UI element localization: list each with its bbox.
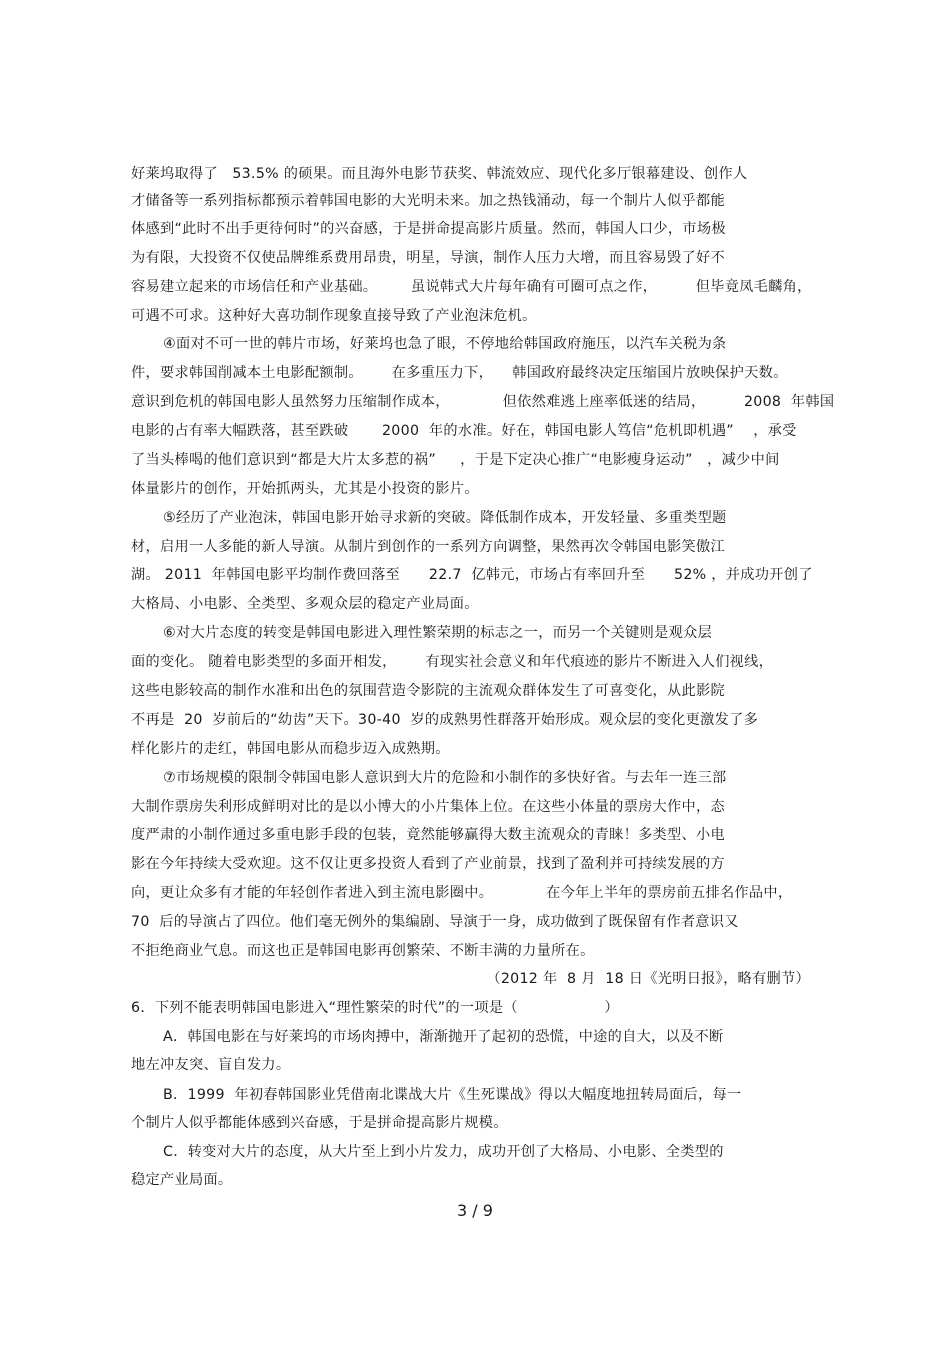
text-line: 样化影片的走红，韩国电影从而稳步迈入成熟期。 <box>131 741 450 757</box>
option-a: A．韩国电影在与好莱坞的市场肉搏中，渐渐抛开了起初的恐慌，中途的自大，以及不断 <box>163 1029 724 1045</box>
option-a-cont: 地左冲友突、盲自发力。 <box>131 1057 291 1073</box>
text-line: 件，要求韩国削减本土电影配额制。 在多重压力下， 韩国政府最终决定压缩国片放映保护天数。 <box>131 365 788 381</box>
text-line: 大制作票房失利形成鲜明对比的是以小博大的小片集体上位。在这些小体量的票房大作中，态 <box>131 799 725 815</box>
text-line: 体感到“此时不出手更待何时”的兴奋感，于是拼命提高影片质量。然而，韩国人口少，市场极 <box>131 221 726 237</box>
text-line: ⑥对大片态度的转变是韩国电影进入理性繁荣期的标志之一，而另一个关键则是观众层 <box>163 625 713 641</box>
text-line: 体量影片的创作，开始抓两头，尤其是小投资的影片。 <box>131 481 479 497</box>
text-line: 好莱坞取得了 53.5% 的硕果。而且海外电影节获奖、韩流效应、现代化多厅银幕建设、创作人 <box>131 166 748 182</box>
text-line: 可遇不可求。这种好大喜功制作现象直接导致了产业泡沫危机。 <box>131 308 537 324</box>
text-line: 面的变化。 随着电影类型的多面开相发， 有现实社会意义和年代痕迹的影片不断进入人们视线， <box>131 654 774 670</box>
option-b: B．1999 年初春韩国影业凭借南北谍战大片《生死谍战》得以大幅度地扭转局面后，每一 <box>163 1087 742 1103</box>
text-line: ⑤经历了产业泡沫，韩国电影开始寻求新的突破。降低制作成本，开发轻量、多重类型题 <box>163 510 727 526</box>
text-line: 才储备等一系列指标都预示着韩国电影的大光明未来。加之热钱涌动，每一个制片人似乎都能 <box>131 193 725 209</box>
text-line: 不再是 20 岁前后的“幼齿”天下。30-40 岁的成熟男性群落开始形成。观众层的变化更激发了多 <box>131 712 759 728</box>
text-line: ⑦市场规模的限制令韩国电影人意识到大片的危险和小制作的多快好省。与去年一连三部 <box>163 770 727 786</box>
text-line: 湖。 2011 年韩国电影平均制作费回落至 22.7 亿韩元，市场占有率回升至 52% ，并成功开创了 <box>131 567 813 583</box>
text-line: 70 后的导演占了四位。他们毫无例外的集编剧、导演于一身，成功做到了既保留有作者意识又 <box>131 914 739 930</box>
text-line: 度严肃的小制作通过多重电影手段的包装，竟然能够赢得大数主流观众的青睐！多类型、小电 <box>131 827 725 843</box>
text-line: 电影的占有率大幅跌落，甚至跌破 2000 年的水准。好在，韩国电影人笃信“危机即机遇” ，承受 <box>131 423 797 439</box>
option-c-cont: 稳定产业局面。 <box>131 1172 233 1188</box>
text-line: 材，启用一人多能的新人导演。从制片到创作的一系列方向调整，果然再次令韩国电影笑傲江 <box>131 539 725 555</box>
text-line: 大格局、小电影、全类型、多观众层的稳定产业局面。 <box>131 596 479 612</box>
option-c: C．转变对大片的态度，从大片至上到小片发力，成功开创了大格局、小电影、全类型的 <box>163 1144 724 1160</box>
text-line: 向，更让众多有才能的年轻创作者进入到主流电影圈中。 在今年上半年的票房前五排名作品中， <box>131 885 793 901</box>
text-line: ④面对不可一世的韩片市场，好莱坞也急了眼，不停地给韩国政府施压，以汽车关税为条 <box>163 336 727 352</box>
question-stem: 6．下列不能表明韩国电影进入“理性繁荣的时代”的一项是（ ） <box>131 1000 619 1016</box>
text-line: 意识到危机的韩国电影人虽然努力压缩制作成本， 但依然难逃上座率低迷的结局， 2008 年韩国 <box>131 394 835 410</box>
option-b-cont: 个制片人似乎都能体感到兴奋感，于是拼命提高影片规模。 <box>131 1115 508 1131</box>
page-number: 3 / 9 <box>457 1201 493 1220</box>
text-line: 了当头棒喝的他们意识到“都是大片太多惹的祸” ，于是下定决心推广“电影瘦身运动” ，减少中间 <box>131 452 780 468</box>
text-line: 为有限，大投资不仅使品牌维系费用昂贵，明星，导演，制作人压力大增，而且容易毁了好不 <box>131 250 725 266</box>
source-citation: （2012 年 8 月 18 日《光明日报》，略有删节） <box>486 971 810 987</box>
text-line: 这些电影较高的制作水准和出色的氛围营造令影院的主流观众群体发生了可喜变化，从此影院 <box>131 683 725 699</box>
text-line: 不拒绝商业气息。而这也正是韩国电影再创繁荣、不断丰满的力量所在。 <box>131 943 595 959</box>
text-line: 影在今年持续大受欢迎。这不仅让更多投资人看到了产业前景，找到了盈利并可持续发展的方 <box>131 856 725 872</box>
text-line: 容易建立起来的市场信任和产业基础。 虽说韩式大片每年确有可圈可点之作， 但毕竟凤毛麟角， <box>131 279 812 295</box>
